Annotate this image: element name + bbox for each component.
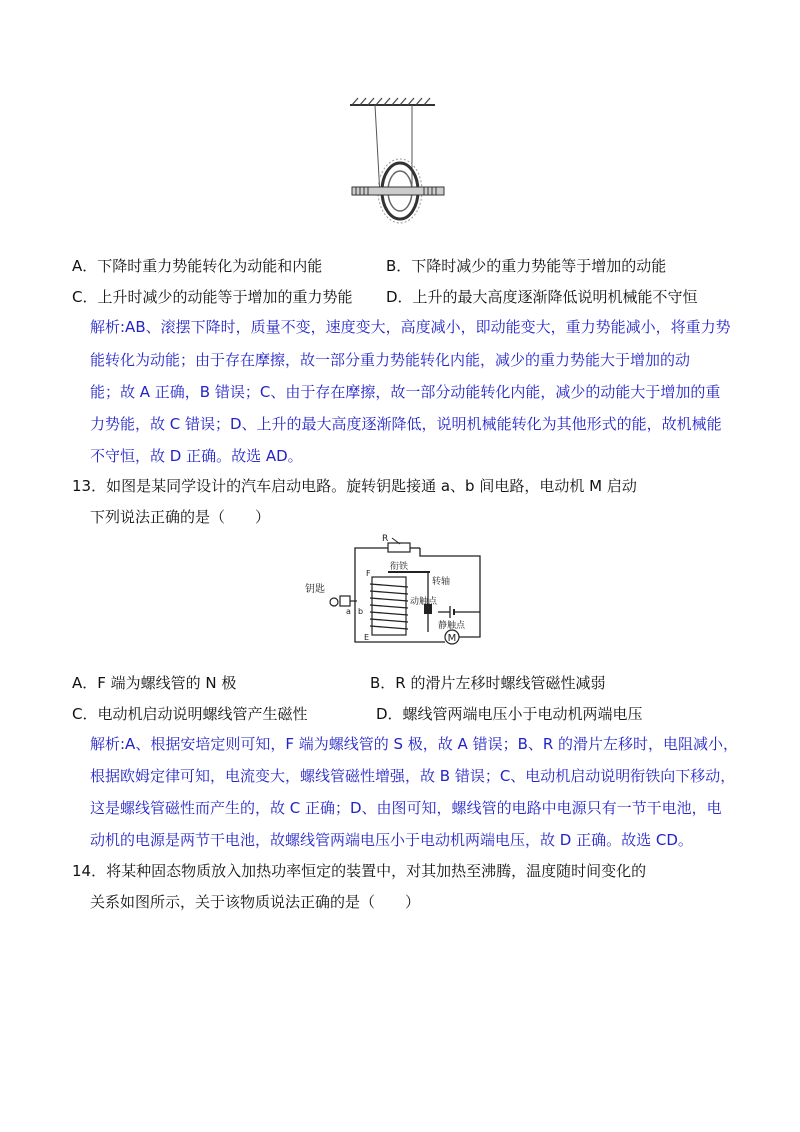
q12-analysis-line: 不守恒，故 D 正确。故选 AD。 (90, 447, 303, 465)
f-label: F (366, 569, 371, 578)
motor-label: M (447, 633, 457, 644)
q12-option-c: C．上升时减少的动能等于增加的重力势能 (72, 288, 353, 306)
pivot-label: 转轴 (432, 577, 451, 587)
a-label: a (346, 607, 351, 616)
e-label: E (364, 633, 370, 642)
q12-analysis-line: 能转化为动能；由于存在摩擦，故一部分重力势能转化内能，减少的重力势能大于增加的动 (90, 351, 691, 369)
q13-stem: 13．如图是某同学设计的汽车启动电路。旋转钥匙接通 a、b 间电路，电动机 M 启动 (72, 477, 637, 495)
q12-analysis-line: 力势能，故 C 错误；D、上升的最大高度逐渐降低，说明机械能转化为其他形式的能，故机械能 (90, 415, 722, 433)
q12-option-b: B．下降时减少的重力势能等于增加的动能 (386, 257, 667, 275)
moving-contact-label: 动触点 (410, 597, 438, 607)
b-label: b (358, 607, 364, 616)
q13-stem: 下列说法正确的是（ ） (90, 508, 271, 526)
q13-option-d: D．螺线管两端电压小于电动机两端电压 (376, 705, 643, 723)
starter-circuit-figure (300, 532, 495, 657)
q13-option-a: A．F 端为螺线管的 N 极 (72, 674, 237, 692)
q13-option-c: C．电动机启动说明螺线管产生磁性 (72, 705, 308, 723)
q12-analysis-line: 能；故 A 正确，B 错误；C、由于存在摩擦，故一部分动能转化内能，减少的动能大于增加的重 (90, 383, 721, 401)
q13-analysis-line: 这是螺线管磁性而产生的，故 C 正确；D、由图可知，螺线管的电路中电源只有一节干电池，电 (90, 799, 722, 817)
static-contact-label: 静触点 (438, 621, 466, 631)
q13-analysis-line: 动机的电源是两节干电池，故螺线管两端电压小于电动机两端电压，故 D 正确。故选 CD。 (90, 831, 693, 849)
q13-option-b: B．R 的滑片左移时螺线管磁性减弱 (370, 674, 606, 692)
q13-analysis-line: 解析:A、根据安培定则可知，F 端为螺线管的 S 极，故 A 错误；B、R 的滑片左移时，电阻减小， (90, 735, 739, 753)
rolling-pendulum-figure (340, 95, 450, 235)
iron-label: 衔铁 (390, 562, 409, 572)
key-label: 钥匙 (305, 584, 325, 595)
resistor-label: R (382, 534, 389, 544)
q12-analysis-line: 解析:AB、滚摆下降时，质量不变，速度变大，高度减小，即动能变大，重力势能减小，将重力势 (90, 318, 731, 336)
q14-stem: 14．将某种固态物质放入加热功率恒定的装置中，对其加热至沸腾，温度随时间变化的 (72, 862, 647, 880)
q12-option-a: A．下降时重力势能转化为动能和内能 (72, 257, 323, 275)
q13-analysis-line: 根据欧姆定律可知，电流变大，螺线管磁性增强，故 B 错误；C、电动机启动说明衔铁向下移动， (90, 767, 736, 785)
q14-stem: 关系如图所示，关于该物质说法正确的是（ ） (90, 893, 421, 911)
q12-option-d: D．上升的最大高度逐渐降低说明机械能不守恒 (386, 288, 698, 306)
